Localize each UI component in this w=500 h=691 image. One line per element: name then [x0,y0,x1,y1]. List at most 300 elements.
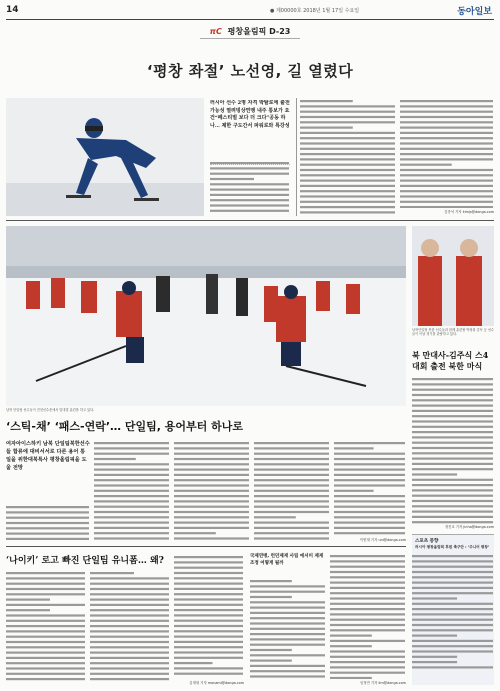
hockey-headline: ‘스틱-채’ ‘패스-연락’… 단일팀, 용어부터 하나로 [6,420,243,433]
text-line [94,463,169,465]
text-line [250,675,325,677]
text-line [400,127,493,129]
text-line [334,490,374,492]
text-line [400,153,493,155]
text-line [400,121,493,123]
lower-rule [6,546,406,547]
text-line [300,180,395,182]
text-line [412,597,457,599]
text-line [90,662,169,664]
text-line [400,206,493,208]
text-line [6,583,85,585]
text-line [6,636,85,638]
text-line [174,532,216,534]
text-line [330,624,405,626]
text-line [6,657,85,659]
text-line [300,195,395,197]
text-line [90,588,169,590]
text-line [90,678,169,680]
hockey-body-col2 [94,440,170,540]
text-line [6,572,85,574]
text-line [412,619,493,621]
text-line [400,201,493,203]
text-line [94,506,169,508]
text-line [250,622,325,624]
pyeongchang-mark: πC [209,27,222,36]
text-line [300,148,395,150]
text-line [174,495,249,497]
text-line [6,599,50,601]
text-line [400,137,493,139]
text-line [250,660,292,662]
side-headline: 북 만대사-김주식 스4대회 출전 북한 마식 [412,350,489,371]
text-line [412,587,493,589]
bottom-byline: 김재형 기자 monami@donga.com [189,681,244,685]
text-line [250,628,325,630]
text-line [400,164,452,166]
text-line [300,190,395,192]
text-line [330,582,405,584]
text-line [400,195,493,197]
lead-bottom-rule [6,220,494,221]
hockey-byline: 이헌재 기자 uni@donga.com [359,538,406,542]
text-line [412,389,493,391]
text-line [6,593,85,595]
text-line [90,604,169,606]
text-line [412,645,493,647]
text-line [174,657,243,659]
text-line [412,560,493,562]
bottom-body-col2 [90,570,170,685]
text-line [210,162,289,164]
text-line [300,153,395,155]
text-line [400,180,493,182]
text-line [250,580,292,582]
text-line [94,458,136,460]
text-line [254,490,329,492]
text-line [334,516,405,518]
text-line [400,158,493,160]
text-line [412,656,457,658]
text-line [250,633,325,635]
text-line [174,667,243,669]
text-line [94,500,169,502]
text-line [210,210,289,212]
text-line [90,657,169,659]
text-line [300,132,395,134]
text-line [330,566,405,568]
hockey-photo [6,226,406,406]
text-line [94,479,169,481]
text-line [174,447,249,449]
text-line [250,644,325,646]
text-line [412,426,493,428]
text-line [6,620,85,622]
text-line [412,452,493,454]
text-line [250,670,325,672]
hockey-body-col5 [334,440,406,536]
text-line [254,495,329,497]
text-line [400,190,493,192]
text-line [412,378,493,380]
lead-body-text-col3 [400,98,494,208]
text-line [174,620,243,622]
text-line [300,164,395,166]
text-line [412,458,493,460]
text-line [300,116,395,118]
text-line [254,458,329,460]
text-line [94,522,169,524]
text-line [412,399,493,401]
lead-body-text-col2 [300,98,396,216]
text-line [174,630,243,632]
section-underline [200,38,300,39]
text-line [412,410,493,412]
text-line [174,506,249,508]
text-line [400,111,493,113]
text-line [400,100,493,102]
text-line [412,608,493,610]
text-line [250,612,325,614]
text-line [94,484,169,486]
text-line [334,447,374,449]
text-line [174,598,243,600]
text-line [412,592,493,594]
text-line [174,604,243,606]
text-line [250,591,325,593]
text-line [412,566,493,568]
text-line [412,505,493,507]
text-line [174,458,249,460]
text-line [254,500,329,502]
text-line [254,532,329,534]
text-line [334,532,405,534]
text-line [400,174,493,176]
text-line [334,495,405,497]
text-line [254,516,296,518]
box-byline: 임정연 기자 lim@donga.com [359,681,406,685]
text-line [400,132,493,134]
text-line [94,469,169,471]
text-line [334,458,405,460]
text-line [330,560,405,562]
text-line [412,442,493,444]
text-line [412,624,493,626]
text-line [6,673,85,675]
text-line [90,652,169,654]
text-line [300,201,395,203]
text-line [174,537,249,539]
text-line [90,630,169,632]
text-line [6,678,85,680]
text-line [174,641,243,643]
column-divider [296,98,297,216]
text-line [90,673,169,675]
text-line [254,469,329,471]
text-line [412,479,493,481]
text-line [334,506,405,508]
text-line [94,537,169,539]
text-line [330,587,405,589]
text-line [174,593,243,595]
text-line [334,453,405,455]
issue-date: ● 제00000호 2018년 1월 17일 수요일 [270,8,360,14]
text-line [210,199,289,201]
text-line [6,517,89,519]
text-line [94,495,169,497]
text-line [174,490,249,492]
text-line [334,474,405,476]
bottom-body-col1 [6,570,86,685]
text-line [412,603,493,605]
text-line [334,463,405,465]
text-line [210,189,289,191]
text-line [300,206,395,208]
text-line [412,489,493,491]
text-line [6,604,85,606]
hockey-body-col4 [254,440,330,540]
speed-skater-image [6,98,204,216]
text-line [412,405,493,407]
text-line [412,650,493,652]
text-line [6,522,89,524]
lead-byline: 김종석 기자 kimjs@donga.com [444,210,494,214]
text-line [174,522,249,524]
text-line [412,555,493,557]
text-line [254,522,329,524]
text-line [90,620,169,622]
hockey-lede: 여자아이스하키 남북 단일팀북한선수들 합류에 대비서서로 다른 용어 통일을 위한대북특사 평창올림픽을 도울 전망 [6,441,90,471]
text-line [412,431,493,433]
text-line [300,127,353,129]
text-line [94,442,169,444]
text-line [250,601,325,603]
text-line [412,495,493,497]
text-line [412,640,493,642]
text-line [6,667,85,669]
text-line [300,169,395,171]
text-line [6,577,85,579]
text-line [94,516,169,518]
text-line [174,484,249,486]
sports-note-subtitle: 러시아 평창올림픽 후원 축구단 : ‘주니어 평창’ [415,545,490,549]
skater-photo [6,98,204,216]
text-line [254,479,329,481]
text-line [400,142,493,144]
text-line [300,121,395,123]
text-line [412,571,493,573]
main-headline: ‘평창 좌절’ 노선영, 길 열렸다 [146,62,354,80]
text-line [250,654,325,656]
text-line [90,572,134,574]
text-line [174,463,249,465]
text-line [174,662,213,664]
text-line [334,469,405,471]
hockey-practice-image [6,226,406,406]
text-line [330,597,405,599]
text-line [300,174,395,176]
text-line [6,588,85,590]
text-line [6,646,85,648]
text-line [412,463,493,465]
text-line [90,625,169,627]
text-line [412,521,493,523]
text-line [330,619,405,621]
text-line [250,665,325,667]
text-line [174,583,243,585]
text-line [254,506,329,508]
inset-photo [412,226,494,326]
text-line [6,641,85,643]
text-line [174,646,243,648]
text-line [174,511,249,513]
text-line [94,474,169,476]
inset-caption: 남북단일팀 북한 선수들과 함께 훈련할 박정화 감독 등 선수들이 이날 경기를 관람하고 있다. [412,328,495,337]
text-line [94,447,169,449]
text-line [412,500,493,502]
text-line [412,473,457,475]
text-line [400,105,493,107]
text-line [412,383,493,385]
text-line [174,516,249,518]
text-line [334,479,405,481]
text-line [90,646,169,648]
text-line [330,635,372,637]
text-line [6,652,85,654]
text-line [254,463,329,465]
text-line [254,453,329,455]
side-body-text [412,376,494,524]
text-line [330,645,372,647]
lead-body-text [210,160,290,216]
text-line [330,650,405,652]
text-line [174,479,249,481]
text-line [174,572,243,574]
text-line [90,641,169,643]
text-line [90,593,169,595]
text-line [334,522,405,524]
text-line [330,666,405,668]
text-line [254,442,329,444]
text-line [6,609,50,611]
text-line [412,447,493,449]
text-line [250,638,325,640]
text-line [300,100,353,102]
text-line [250,649,292,651]
text-line [412,576,493,578]
text-line [174,609,243,611]
text-line [6,538,89,540]
text-line [254,474,329,476]
text-line [90,577,169,579]
text-line [250,596,292,598]
text-line [174,636,243,638]
text-line [400,148,493,150]
text-line [330,640,405,642]
text-line [94,511,169,513]
text-line [174,588,243,590]
text-line [174,442,249,444]
header-rule [6,19,494,20]
text-line [174,625,243,627]
text-line [412,629,493,631]
text-line [300,142,395,144]
text-line [254,511,329,513]
text-line [254,527,329,529]
text-line [412,516,493,518]
text-line [6,527,89,529]
text-line [94,527,169,529]
bottom-headline: ‘나이키’ 로고 빠진 단일팀 유니폼… 왜? [6,556,164,566]
text-line [330,592,405,594]
text-line [330,629,405,631]
hockey-caption: 남북 단일팀 선수들이 진천선수촌에서 맞대결 훈련을 하고 있다. [6,408,95,412]
text-line [90,636,169,638]
text-line [250,585,325,587]
text-line [6,511,89,513]
text-line [412,582,493,584]
text-line [334,511,405,513]
text-line [412,420,493,422]
text-line [300,111,395,113]
text-line [94,490,169,492]
text-line [400,185,493,187]
text-line [412,468,493,470]
box-body-col1 [250,578,326,682]
text-line [330,613,405,615]
text-line [330,661,405,663]
text-line [412,613,493,615]
text-line [300,158,395,160]
text-line [174,556,243,558]
text-line [210,167,289,169]
page-number: 14 [6,5,19,15]
text-line [330,603,405,605]
text-line [174,474,249,476]
text-line [412,635,457,637]
section-header [0,26,500,37]
text-line [330,656,405,658]
text-line [174,469,249,471]
lead-lede: 러시아 선수 2명 자격 박탈로에 출전 가능성 열려빙상연맹 내주 통보가 요건“페스티벌 보다 더 크다”공동 하나… 제한 구도간서 파워로와 특강성 [210,100,290,129]
players-portrait-image [412,226,494,326]
text-line [330,571,405,573]
side-byline: 정진호 기자 jinho@donga.com [444,525,494,529]
text-line [174,567,243,569]
text-line [174,500,249,502]
text-line [250,617,325,619]
text-line [210,204,289,206]
text-line [330,672,405,674]
text-line [254,447,329,449]
text-line [300,185,395,187]
text-line [412,511,493,513]
text-line [334,527,405,529]
text-line [334,442,405,444]
text-line [174,453,249,455]
box-body-col2 [330,553,406,679]
text-line [174,673,243,675]
text-line [334,500,405,502]
text-line [90,667,169,669]
hockey-body-col3 [174,440,250,540]
text-line [6,506,89,508]
text-line [6,662,85,664]
text-line [412,394,493,396]
text-line [300,105,395,107]
text-line [254,484,329,486]
box-headline: 국제연맹, 런던제재 사립 에서미 제재 조정 어떻게 될까 [250,554,324,566]
